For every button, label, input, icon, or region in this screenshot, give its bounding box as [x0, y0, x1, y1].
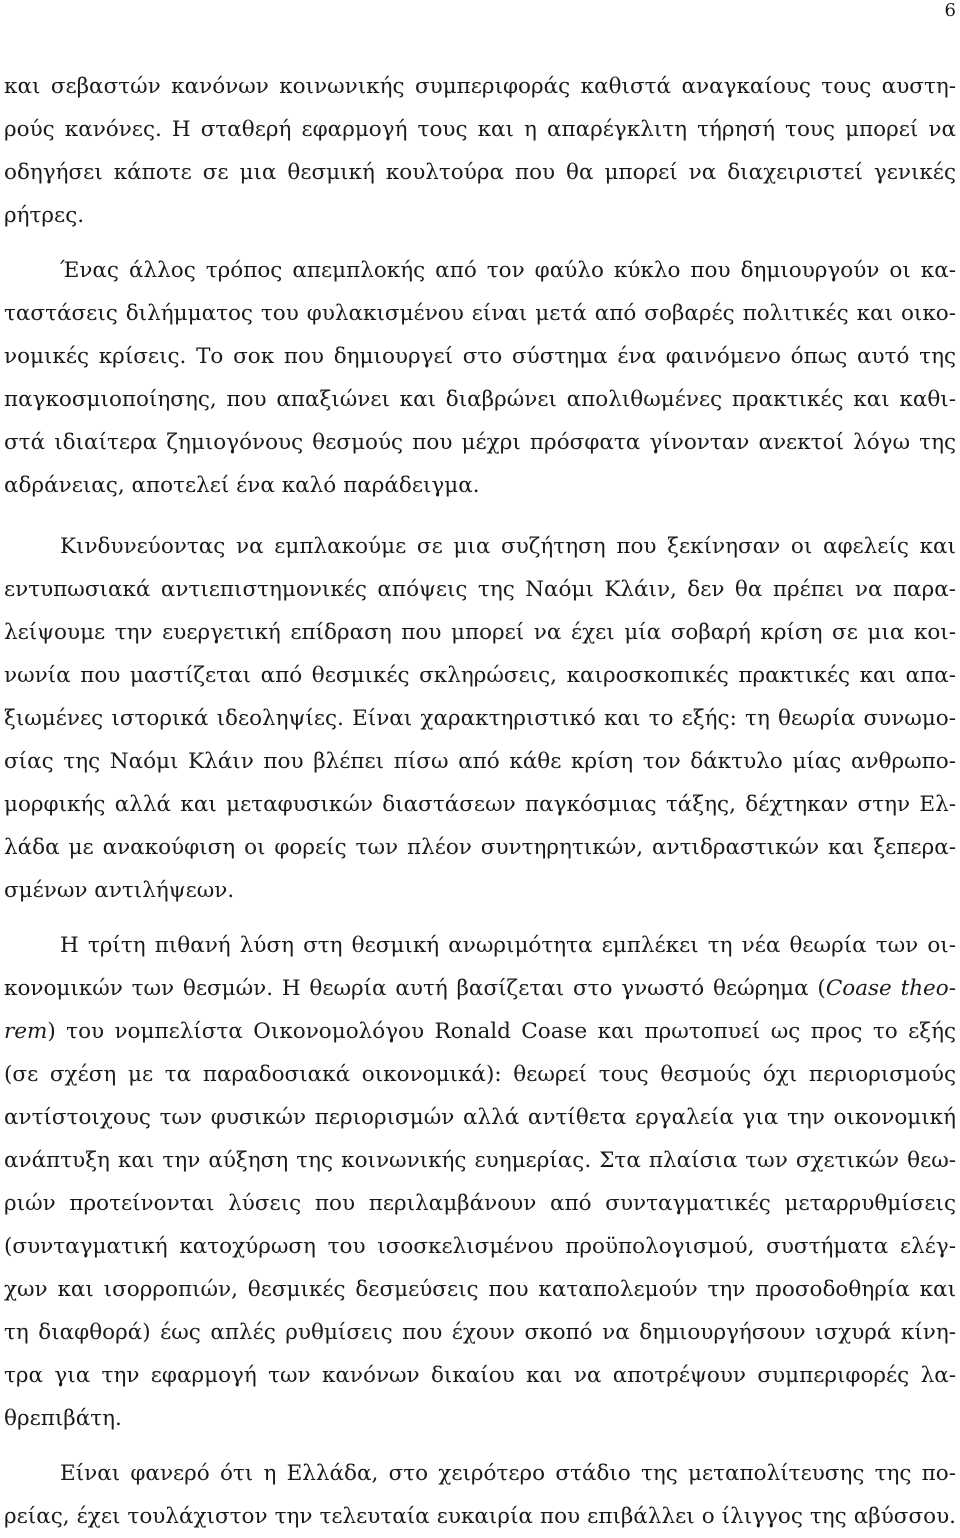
text-line: Είναι φανερό ότι η Ελλάδα, στο χειρότερο στάδιο της μεταπολίτευσης της πο- [60, 1461, 956, 1486]
text-line: ριών προτείνονται λύσεις που περιλαμβάνουν από συνταγματικές μεταρρυθμίσεις [4, 1191, 956, 1216]
text-line: Ένας άλλος τρόπος απεμπλοκής από τον φαύλο κύκλο που δημιουργούν οι κα- [60, 258, 956, 283]
text-line: λείψουμε την ευεργετική επίδραση που μπορεί να έχει μία σοβαρή κρίση σε μια κοι- [4, 620, 956, 645]
text-line: (σε σχέση με τα παραδοσιακά οικονομικά): θεωρεί τους θεσμούς όχι περιορισμούς [4, 1062, 956, 1087]
text-line: εντυπωσιακά αντιεπιστημονικές απόψεις της Ναόμι Κλάιν, δεν θα πρέπει να παρα- [4, 577, 956, 602]
text-line: ρήτρες. [4, 203, 85, 228]
text-line: ταστάσεις διλήμματος του φυλακισμένου είναι μετά από σοβαρές πολιτικές και οικο- [4, 301, 956, 326]
text-line: ανάπτυξη και την αύξηση της κοινωνικής ευημερίας. Στα πλαίσια των σχετικών θεω- [4, 1148, 956, 1173]
text-line: ρούς κανόνες. Η σταθερή εφαρμογή τους και η απαρέγκλιτη τήρησή τους μπορεί να [4, 117, 956, 142]
text-line: ξιωμένες ιστορικά ιδεοληψίες. Είναι χαρακτηριστικό και το εξής: τη θεωρία συνωμο- [4, 706, 956, 731]
text-line: τρα για την εφαρμογή των κανόνων δικαίου και να αποτρέψουν συμπεριφορές λα- [4, 1363, 956, 1388]
text-line: rem) του νομπελίστα Οικονομολόγου Ronald Coase και πρωτοπυεί ως προς το εξής [4, 1019, 956, 1044]
text-line: και σεβαστών κανόνων κοινωνικής συμπεριφοράς καθιστά αναγκαίους τους αυστη- [4, 74, 956, 99]
text-line: μορφικής αλλά και μεταφυσικών διαστάσεων παγκόσμιας τάξης, δέχτηκαν στην Ελ- [4, 792, 956, 817]
text-line: λάδα με ανακούφιση οι φορείς των πλέον συντηρητικών, αντιδραστικών και ξεπερα- [4, 835, 956, 860]
text-line: αδράνειας, αποτελεί ένα καλό παράδειγμα. [4, 473, 480, 498]
text-line: κονομικών των θεσμών. Η θεωρία αυτή βασίζεται στο γνωστό θεώρημα (Coase theo- [4, 976, 956, 1001]
text-line: παγκοσμιοποίησης, που απαξιώνει και διαβρώνει απολιθωμένες πρακτικές και καθι- [4, 387, 956, 412]
text-line: σίας της Ναόμι Κλάιν που βλέπει πίσω από κάθε κρίση τον δάκτυλο μίας ανθρωπο- [4, 749, 956, 774]
text-line: θρεπιβάτη. [4, 1406, 122, 1431]
text-line: ρείας, έχει τουλάχιστον την τελευταία ευκαιρία που επιβάλλει ο ίλιγγος της αβύσσου. [4, 1504, 956, 1529]
text-line: στά ιδιαίτερα ζημιογόνους θεσμούς που μέχρι πρόσφατα γίνονταν ανεκτοί λόγω της [4, 430, 956, 455]
text-line: αντίστοιχους των φυσικών περιορισμών αλλά αντίθετα εργαλεία για την οικονομική [4, 1105, 956, 1130]
text-line: χων και ισορροπιών, θεσμικές δεσμεύσεις που καταπολεμούν την προσοδοθηρία και [4, 1277, 956, 1302]
text-line: Η τρίτη πιθανή λύση στη θεσμική ανωριμότητα εμπλέκει τη νέα θεωρία των οι- [60, 933, 956, 958]
text-line: νομικές κρίσεις. Το σοκ που δημιουργεί στο σύστημα ένα φαινόμενο όπως αυτό της [4, 344, 956, 369]
page-number: 6 [944, 0, 956, 21]
text-line: οδηγήσει κάποτε σε μια θεσμική κουλτούρα που θα μπορεί να διαχειριστεί γενικές [4, 160, 956, 185]
text-line: Κινδυνεύοντας να εμπλακούμε σε μια συζήτηση που ξεκίνησαν οι αφελείς και [60, 534, 956, 559]
text-line: νωνία που μαστίζεται από θεσμικές σκληρώσεις, καιροσκοπικές πρακτικές και απα- [4, 663, 956, 688]
text-line: τη διαφθορά) έως απλές ρυθμίσεις που έχουν σκοπό να δημιουργήσουν ισχυρά κίνη- [4, 1320, 956, 1345]
text-line: σμένων αντιλήψεων. [4, 878, 235, 903]
text-line: (συνταγματική κατοχύρωση του ισοσκελισμένου προϋπολογισμού, συστήματα ελέγ- [4, 1234, 956, 1259]
